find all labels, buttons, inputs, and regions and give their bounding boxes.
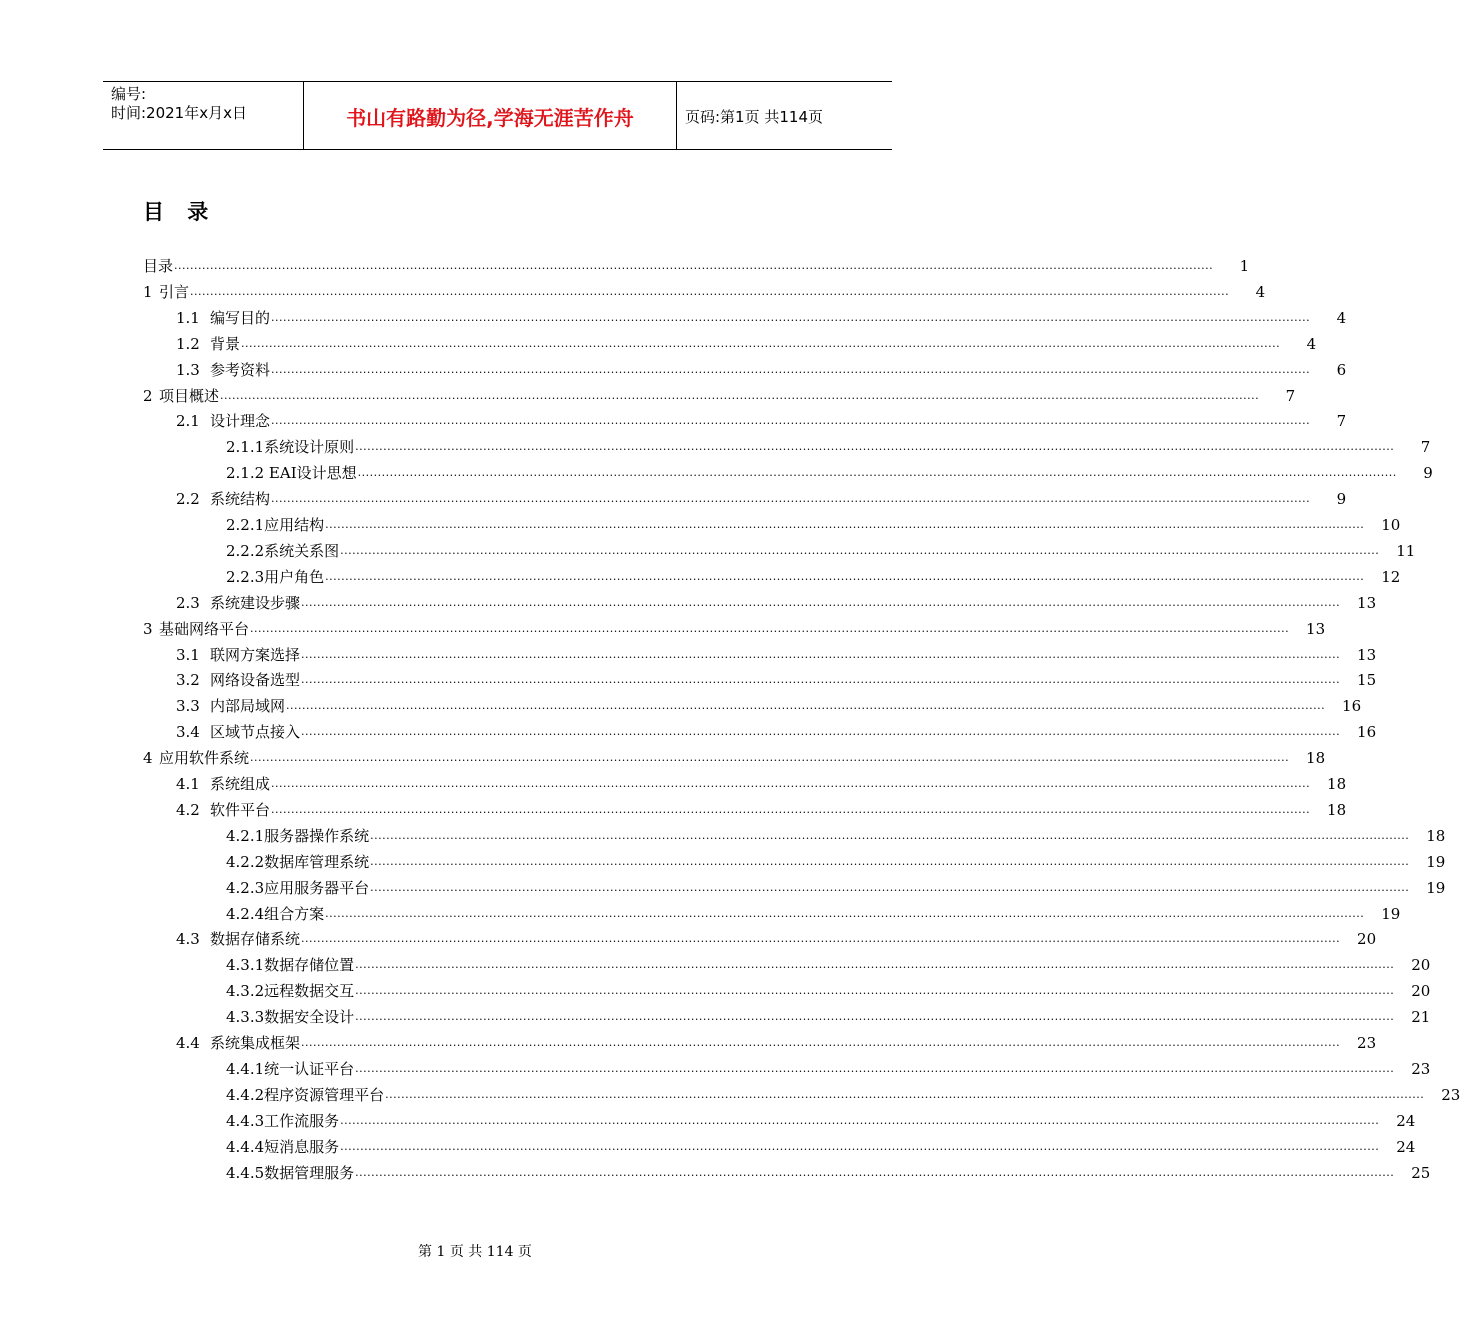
toc-entry-title: 4.2.4组合方案 <box>226 904 325 923</box>
toc-entry-title: 系统结构 <box>210 490 271 509</box>
toc-entry[interactable] <box>143 252 1250 276</box>
toc-leader-dots: .................................................................................................................................................................................................................................................................... <box>370 828 1410 842</box>
toc-entry-page: 9 <box>1336 490 1347 509</box>
toc-entry-page: 1 <box>1239 257 1250 275</box>
toc-entry-number: 2.3 <box>176 593 200 612</box>
toc-entry[interactable] <box>226 1159 1431 1183</box>
toc-entry-title: 背景 <box>210 334 241 353</box>
toc-entry-number: 3 <box>143 619 153 638</box>
toc-entry-title: 2.2.2系统关系图 <box>226 541 340 560</box>
toc-entry-page: 25 <box>1411 1163 1431 1182</box>
toc-leader-dots: .................................................................................................................................................................................................................................................................... <box>355 1165 1395 1179</box>
toc-leader-dots: .................................................................................................................................................................................................................................................................... <box>190 284 1230 298</box>
toc-entry-number: 4.2 <box>176 800 200 819</box>
toc-entry-title: 4.3.3数据安全设计 <box>226 1008 355 1027</box>
toc-leader-dots: .................................................................................................................................................................................................................................................................... <box>301 647 1341 661</box>
toc-entry-page: 20 <box>1357 930 1377 949</box>
toc-entry[interactable] <box>176 925 1377 949</box>
toc-entry-title: 4.3.2远程数据交互 <box>226 982 355 1001</box>
toc-entry[interactable] <box>226 977 1431 1001</box>
toc-entry-page: 16 <box>1357 723 1377 742</box>
date-line: 时间:2021年x月x日 <box>111 104 247 122</box>
toc-entry-title: 系统集成框架 <box>210 1034 301 1052</box>
toc-entry-number: 2.2 <box>176 490 200 509</box>
toc-leader-dots: .................................................................................................................................................................................................................................................................... <box>325 518 1365 531</box>
toc-entry[interactable] <box>176 692 1362 716</box>
toc-entry-title: 4.4.3工作流服务 <box>226 1111 340 1130</box>
toc-entry-title: 4.4.5数据管理服务 <box>226 1163 355 1182</box>
toc-entry[interactable] <box>226 848 1446 872</box>
toc-entry-page: 16 <box>1342 697 1362 716</box>
toc-entry[interactable] <box>143 615 1326 639</box>
toc-leader-dots: .................................................................................................................................................................................................................................................................... <box>301 1036 1341 1049</box>
toc-entry-page: 19 <box>1381 904 1401 923</box>
toc-entry-page: 18 <box>1327 800 1347 819</box>
toc-entry-title: 系统组成 <box>210 775 271 793</box>
toc-entry-page: 18 <box>1306 749 1326 768</box>
toc-entry-number: 3.2 <box>176 671 200 690</box>
toc-entry[interactable] <box>226 951 1431 975</box>
toc-entry-number: 4.1 <box>176 775 200 793</box>
toc-entry[interactable] <box>176 330 1317 354</box>
toc-entry-number: 1.1 <box>176 308 200 327</box>
toc-leader-dots: .................................................................................................................................................................................................................................................................... <box>250 621 1290 635</box>
toc-leader-dots: .................................................................................................................................................................................................................................................................... <box>301 725 1341 739</box>
toc-entry-page: 9 <box>1423 464 1433 483</box>
toc-entry-page: 24 <box>1396 1137 1416 1156</box>
toc-entry-number: 4.4 <box>176 1034 200 1052</box>
toc-entry-number: 2.1 <box>176 412 200 431</box>
toc-entry-title: 目录 <box>143 257 174 275</box>
toc-leader-dots: .................................................................................................................................................................................................................................................................... <box>220 388 1260 402</box>
toc-entry[interactable] <box>176 666 1377 690</box>
toc-entry-title: 编写目的 <box>210 308 271 327</box>
toc-entry-page: 11 <box>1396 541 1416 560</box>
toc-entry-title: 设计理念 <box>210 412 271 431</box>
toc-entry[interactable] <box>176 485 1347 509</box>
toc-entry-page: 20 <box>1411 956 1431 975</box>
toc-leader-dots: .................................................................................................................................................................................................................................................................... <box>355 1061 1395 1075</box>
toc-leader-dots: .................................................................................................................................................................................................................................................................... <box>355 1010 1395 1024</box>
toc-entry-title: 2.1.1系统设计原则 <box>226 438 355 457</box>
toc-entry[interactable] <box>176 589 1377 613</box>
toc-leader-dots: .................................................................................................................................................................................................................................................................... <box>340 1139 1380 1153</box>
header-left-cell <box>103 82 304 149</box>
toc-entry[interactable] <box>176 718 1377 742</box>
toc-leader-dots: .................................................................................................................................................................................................................................................................... <box>271 414 1311 428</box>
toc-entry-page: 24 <box>1396 1111 1416 1130</box>
toc-entry[interactable] <box>226 511 1401 535</box>
toc-entry[interactable] <box>226 433 1431 457</box>
toc-entry-page: 7 <box>1336 412 1347 431</box>
toc-entry[interactable] <box>226 1081 1460 1105</box>
toc-entry-page: 18 <box>1426 826 1446 845</box>
toc-leader-dots: .................................................................................................................................................................................................................................................................... <box>385 1087 1425 1101</box>
toc-entry-title: 基础网络平台 <box>159 619 250 638</box>
toc-entry[interactable] <box>176 304 1347 328</box>
toc-entry-title: 4.4.4短消息服务 <box>226 1137 340 1156</box>
toc-entry-page: 19 <box>1426 852 1446 871</box>
toc-leader-dots: .................................................................................................................................................................................................................................................................... <box>301 595 1341 609</box>
toc-entry-page: 10 <box>1381 516 1401 534</box>
header-middle-cell <box>304 82 677 149</box>
toc-leader-dots: .................................................................................................................................................................................................................................................................... <box>250 751 1290 765</box>
header-right-cell <box>677 82 892 149</box>
toc-entry-page: 20 <box>1411 982 1431 1001</box>
toc-entry-title: 项目概述 <box>159 386 220 405</box>
toc-entry-page: 7 <box>1420 438 1431 457</box>
doc-number-label: 编号: <box>111 85 147 103</box>
toc-entry-number: 2 <box>143 386 153 405</box>
page-header <box>103 81 892 150</box>
toc-entry-page: 7 <box>1285 386 1296 405</box>
toc-entry-title: 4.2.2数据库管理系统 <box>226 852 370 871</box>
toc-entry-title: 区域节点接入 <box>210 723 301 742</box>
toc-entry-page: 15 <box>1357 671 1377 690</box>
toc-entry[interactable] <box>176 407 1347 431</box>
toc-entry-number: 4.3 <box>176 930 200 949</box>
toc-leader-dots: .................................................................................................................................................................................................................................................................... <box>355 984 1395 998</box>
header-motto: 书山有路勤为径,学海无涯苦作舟 <box>346 106 634 130</box>
toc-entry-page: 6 <box>1336 360 1347 379</box>
toc-entry-title: 系统建设步骤 <box>210 593 301 612</box>
toc-leader-dots: .................................................................................................................................................................................................................................................................... <box>271 362 1311 376</box>
toc-entry-page: 4 <box>1306 334 1317 353</box>
toc-entry[interactable] <box>226 874 1446 898</box>
toc-entry-title: 2.1.2 EAI设计思想 <box>226 464 357 483</box>
toc-entry-page: 13 <box>1306 619 1326 638</box>
toc-entry[interactable] <box>143 278 1266 302</box>
toc-entry[interactable] <box>226 1055 1431 1079</box>
toc-leader-dots: .................................................................................................................................................................................................................................................................... <box>355 958 1395 972</box>
toc-leader-dots: .................................................................................................................................................................................................................................................................... <box>355 440 1395 454</box>
toc-entry[interactable] <box>143 382 1296 406</box>
toc-entry-title: 2.2.3用户角色 <box>226 567 325 586</box>
toc-entry-title: 软件平台 <box>210 800 271 819</box>
toc-leader-dots: .................................................................................................................................................................................................................................................................... <box>325 569 1365 583</box>
toc-entry-number: 1.3 <box>176 360 200 379</box>
toc-leader-dots: .................................................................................................................................................................................................................................................................... <box>325 906 1365 920</box>
toc-leader-dots: .................................................................................................................................................................................................................................................................... <box>357 466 1397 480</box>
toc-entry[interactable] <box>226 1003 1431 1027</box>
toc-entry-title: 网络设备选型 <box>210 671 301 690</box>
toc-entry[interactable] <box>143 744 1326 768</box>
toc-entry-page: 13 <box>1357 593 1377 612</box>
toc-leader-dots: .................................................................................................................................................................................................................................................................... <box>271 492 1311 506</box>
toc-entry-number: 3.4 <box>176 723 200 742</box>
toc-entry-title: 数据存储系统 <box>210 930 301 949</box>
toc-entry[interactable] <box>226 459 1433 483</box>
toc-leader-dots: .................................................................................................................................................................................................................................................................... <box>370 854 1410 868</box>
toc-entry[interactable] <box>226 563 1401 587</box>
toc-leader-dots: .................................................................................................................................................................................................................................................................... <box>271 310 1311 324</box>
toc-entry[interactable] <box>176 1029 1377 1053</box>
toc-leader-dots: .................................................................................................................................................................................................................................................................... <box>301 932 1341 946</box>
toc-entry-page: 23 <box>1411 1059 1431 1078</box>
toc-leader-dots: .................................................................................................................................................................................................................................................................... <box>241 336 1281 350</box>
toc-entry[interactable] <box>226 1107 1416 1131</box>
toc-entry[interactable] <box>226 1133 1416 1157</box>
toc-entry-title: 参考资料 <box>210 360 271 379</box>
toc-entry-title: 4.4.2程序资源管理平台 <box>226 1085 385 1104</box>
toc-entry-title: 联网方案选择 <box>210 645 301 664</box>
header-page-info: 页码:第1页 共114页 <box>685 108 823 126</box>
toc-entry-title: 4.2.3应用服务器平台 <box>226 878 370 897</box>
toc-leader-dots: .................................................................................................................................................................................................................................................................... <box>286 699 1326 713</box>
toc-entry-page: 18 <box>1327 775 1347 793</box>
toc-entry[interactable] <box>226 900 1401 924</box>
toc-entry[interactable] <box>226 537 1416 561</box>
toc-entry[interactable] <box>176 770 1347 794</box>
toc-entry-number: 4 <box>143 749 153 768</box>
toc-leader-dots: .................................................................................................................................................................................................................................................................... <box>174 259 1214 272</box>
toc-entry-number: 1.2 <box>176 334 200 353</box>
toc-entry-title: 4.2.1服务器操作系统 <box>226 826 370 845</box>
toc-leader-dots: .................................................................................................................................................................................................................................................................... <box>370 880 1410 894</box>
toc-entry-title: 内部局域网 <box>210 697 286 716</box>
toc-entry-page: 12 <box>1381 567 1401 586</box>
toc-leader-dots: .................................................................................................................................................................................................................................................................... <box>271 802 1311 816</box>
toc-entry-page: 21 <box>1411 1008 1431 1027</box>
toc-leader-dots: .................................................................................................................................................................................................................................................................... <box>340 1113 1380 1127</box>
toc-entry-page: 13 <box>1357 645 1377 664</box>
toc-entry-page: 4 <box>1255 282 1266 301</box>
toc-entry-title: 应用软件系统 <box>159 749 250 768</box>
toc-entry[interactable] <box>226 822 1446 846</box>
toc-entry-page: 19 <box>1426 878 1446 897</box>
toc-entry-number: 3.1 <box>176 645 200 664</box>
toc-entry[interactable] <box>176 796 1347 820</box>
toc-leader-dots: .................................................................................................................................................................................................................................................................... <box>271 777 1311 790</box>
toc-entry-title: 4.4.1统一认证平台 <box>226 1059 355 1078</box>
toc-entry-number: 1 <box>143 282 153 301</box>
page-footer: 第 1 页 共 114 页 <box>418 1244 532 1260</box>
toc-entry-page: 4 <box>1336 308 1347 327</box>
toc-entry-title: 4.3.1数据存储位置 <box>226 956 355 975</box>
toc-leader-dots: .................................................................................................................................................................................................................................................................... <box>301 673 1341 687</box>
toc-entry[interactable] <box>176 356 1347 380</box>
toc-leader-dots: .................................................................................................................................................................................................................................................................... <box>340 543 1380 557</box>
toc-entry-number: 3.3 <box>176 697 200 716</box>
toc-title: 目 录 <box>143 200 217 224</box>
toc-entry-title: 2.2.1应用结构 <box>226 516 325 534</box>
toc-entry-page: 23 <box>1441 1085 1460 1104</box>
toc-entry[interactable] <box>176 641 1377 665</box>
toc-entry-title: 引言 <box>159 282 190 301</box>
toc-entry-page: 23 <box>1357 1034 1377 1052</box>
